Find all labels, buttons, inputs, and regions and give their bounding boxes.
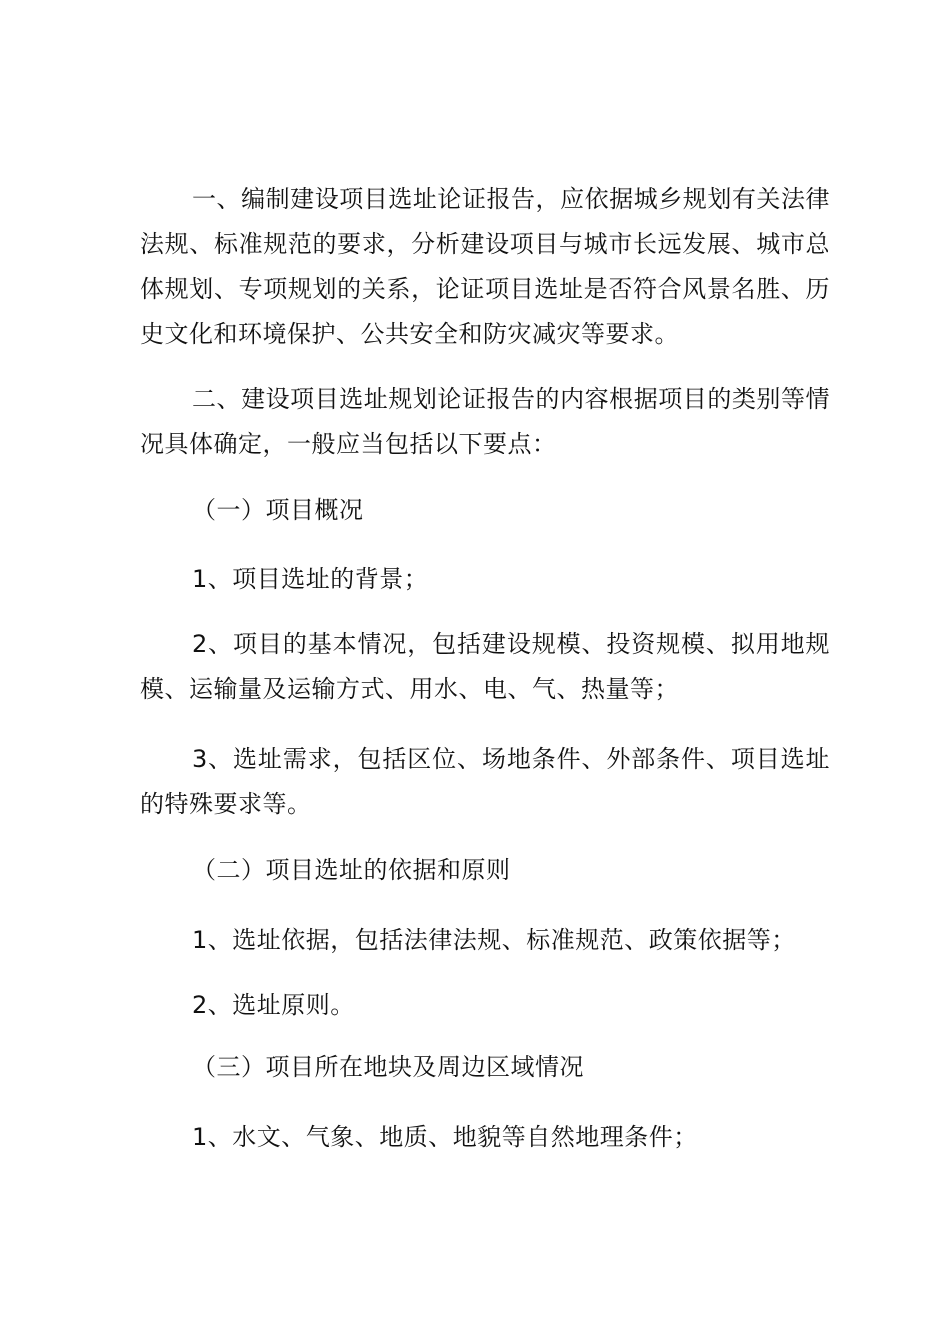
list-item-basis: 1、选址依据，包括法律法规、标准规范、政策依据等；	[192, 926, 796, 954]
paragraph-section-1: 一、编制建设项目选址论证报告，应依据城乡规划有关法律法规、标准规范的要求，分析建设项目与城市长远发展、城市总体规划、专项规划的关系，论证项目选址是否符合风景名胜、历史文化和环境保护、公共安全和防灾减灾等要求。	[140, 185, 830, 348]
list-item-natural-conditions: 1、水文、气象、地质、地貌等自然地理条件；	[192, 1123, 698, 1151]
paragraph-section-2: 二、建设项目选址规划论证报告的内容根据项目的类别等情况具体确定，一般应当包括以下要点：	[140, 385, 830, 458]
list-item-background: 1、项目选址的背景；	[192, 565, 429, 593]
list-item-basic-info: 2、项目的基本情况，包括建设规模、投资规模、拟用地规模、运输量及运输方式、用水、电、气、热量等；	[140, 630, 830, 703]
list-item-principles: 2、选址原则。	[192, 991, 355, 1019]
subheading-surrounding-area: （三）项目所在地块及周边区域情况	[192, 1053, 584, 1081]
list-item-site-needs: 3、选址需求，包括区位、场地条件、外部条件、项目选址的特殊要求等。	[140, 745, 830, 818]
subheading-basis-principles: （二）项目选址的依据和原则	[192, 856, 511, 884]
subheading-project-overview: （一）项目概况	[192, 496, 364, 524]
